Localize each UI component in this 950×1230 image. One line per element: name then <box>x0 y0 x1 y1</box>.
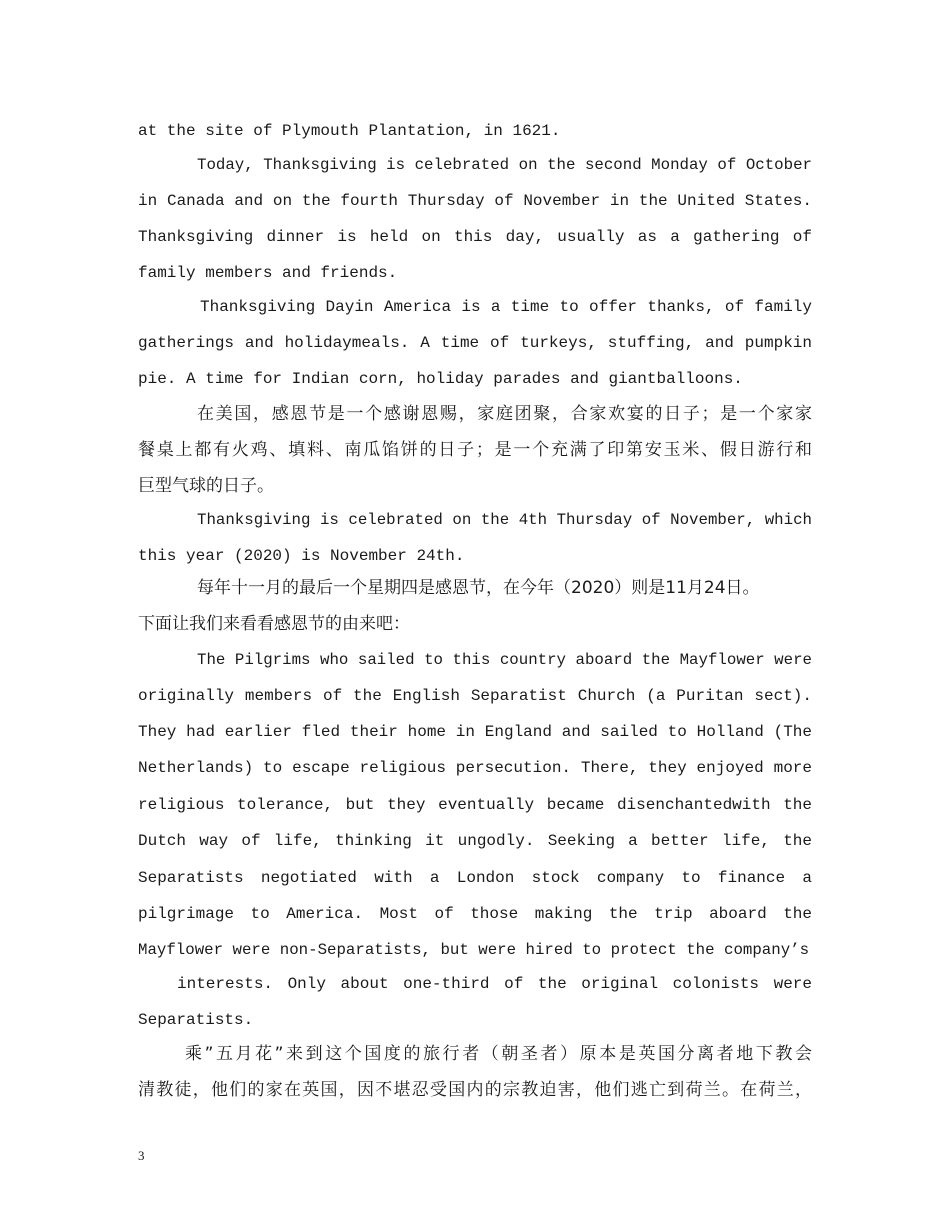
text-line: 在美国，感恩节是一个感谢恩赐，家庭团聚，合家欢宴的日子；是一个家家 <box>197 404 812 424</box>
text-line: 下面让我们来看看感恩节的由来吧： <box>138 614 410 634</box>
text-line: pie. A time for Indian corn, holiday parades and giantballoons. <box>138 370 743 388</box>
text-line: Separatists negotiated with a London stock company to finance a <box>138 869 812 887</box>
text-line: interests. Only about one-third of the original colonists were <box>177 975 812 993</box>
text-line: Dutch way of life, thinking it ungodly. Seeking a better life, the <box>138 832 812 850</box>
text-line: Separatists. <box>138 1011 254 1029</box>
text-line: religious tolerance, but they eventually became disenchantedwith the <box>138 796 812 814</box>
text-line: Thanksgiving is celebrated on the 4th Thursday of November, which <box>197 511 812 529</box>
text-line: gatherings and holidaymeals. A time of turkeys, stuffing, and pumpkin <box>138 334 812 352</box>
text-line: They had earlier fled their home in England and sailed to Holland (The <box>138 723 812 741</box>
text-line: 乘”五月花”来到这个国度的旅行者（朝圣者）原本是英国分离者地下教会 <box>185 1044 812 1064</box>
text-line: 每年十一月的最后一个星期四是感恩节，在今年（2020）则是11月24日。 <box>197 578 760 598</box>
text-line: this year (2020) is November 24th. <box>138 547 465 565</box>
text-line: The Pilgrims who sailed to this country aboard the Mayflower were <box>197 651 812 669</box>
text-line: 餐桌上都有火鸡、填料、南瓜馅饼的日子；是一个充满了印第安玉米、假日游行和 <box>138 440 812 460</box>
text-line: 清教徒，他们的家在英国，因不堪忍受国内的宗教迫害，他们逃亡到荷兰。在荷兰， <box>138 1080 812 1100</box>
text-line: at the site of Plymouth Plantation, in 1621. <box>138 122 561 140</box>
text-line: pilgrimage to America. Most of those making the trip aboard the <box>138 905 812 923</box>
text-line: Netherlands) to escape religious persecution. There, they enjoyed more <box>138 759 812 777</box>
text-line: in Canada and on the fourth Thursday of November in the United States. <box>138 192 812 210</box>
text-line: Thanksgiving dinner is held on this day, usually as a gathering of <box>138 228 812 246</box>
text-line: Mayflower were non-Separatists, but were hired to protect the company’s <box>138 941 810 959</box>
text-line: family members and friends. <box>138 264 398 282</box>
text-line: Thanksgiving Dayin America is a time to offer thanks, of family <box>200 298 812 316</box>
text-line: 巨型气球的日子。 <box>138 476 274 496</box>
page-number: 3 <box>138 1148 145 1163</box>
text-line: originally members of the English Separatist Church (a Puritan sect). <box>138 687 812 705</box>
text-line: Today, Thanksgiving is celebrated on the second Monday of October <box>197 156 812 174</box>
